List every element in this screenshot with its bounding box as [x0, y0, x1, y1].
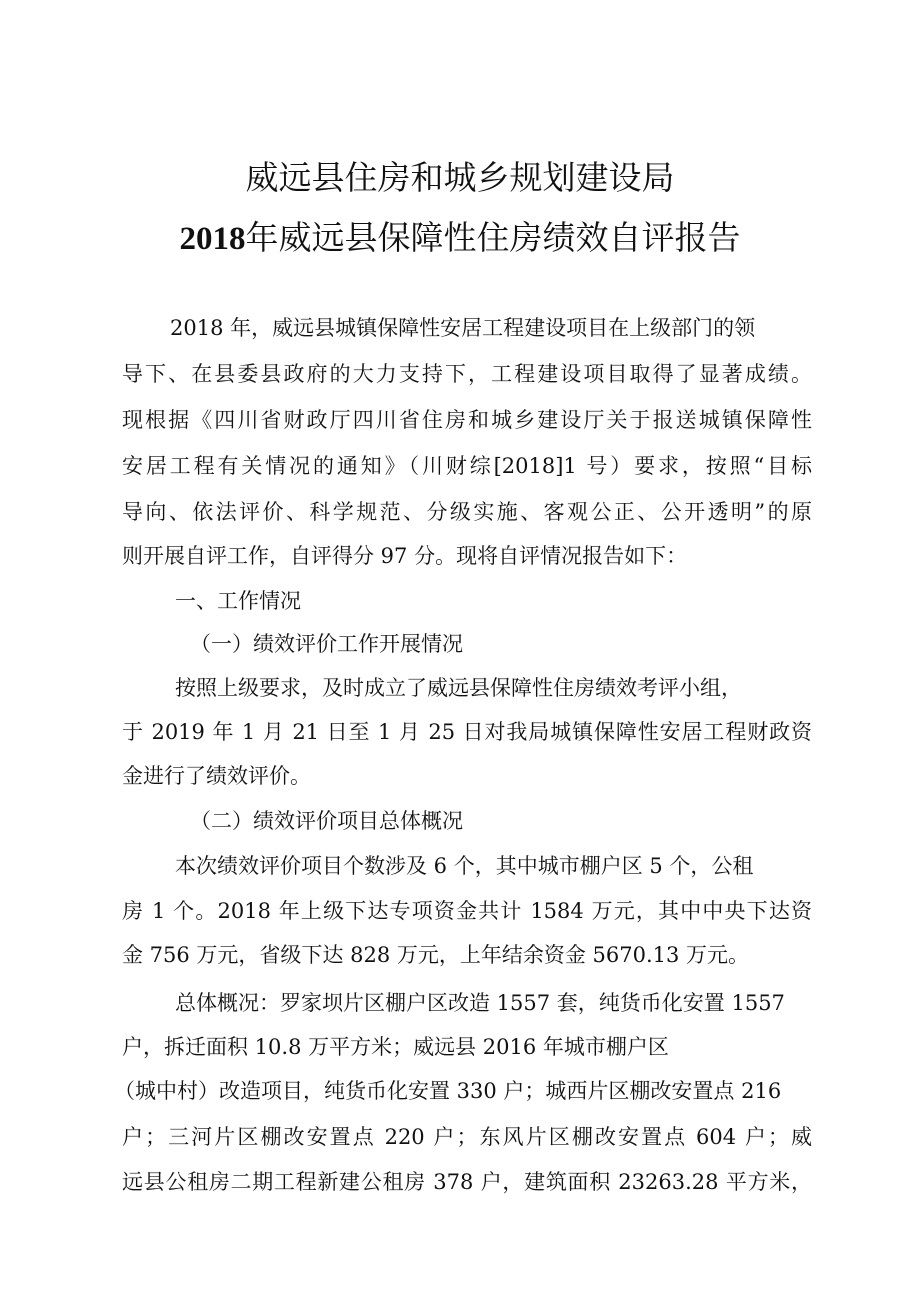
overview-line: 户；三河片区棚改安置点 220 户；东风片区棚改安置点 604 户；威: [122, 1125, 812, 1149]
intro-line: 则开展自评工作，自评得分 97 分。现将自评情况报告如下：: [122, 544, 688, 568]
overview-line: 总体概况：罗家坝片区棚户区改造 1557 套，纯货币化安置 1557: [175, 991, 785, 1015]
overview-line: （城中村）改造项目，纯货币化安置 330 户；城西片区棚改安置点 216: [114, 1079, 782, 1103]
intro-line: 安居工程有关情况的通知》（川财综[2018]1 号）要求，按照“目标: [122, 454, 812, 478]
overview-line: 户，拆迁面积 10.8 万平方米；威远县 2016 年城市棚户区: [122, 1035, 669, 1059]
subsection-heading: （一）绩效评价工作开展情况: [190, 632, 463, 656]
intro-line: 现根据《四川省财政厅四川省住房和城乡建设厅关于报送城镇保障性: [122, 408, 812, 432]
intro-line: 2018 年，威远县城镇保障性安居工程建设项目在上级部门的领: [170, 316, 756, 340]
overview-line: 远县公租房二期工程新建公租房 378 户，建筑面积 23263.28 平方米，: [122, 1170, 812, 1194]
sub2-line: 房 1 个。2018 年上级下达专项资金共计 1584 万元，其中中央下达资: [122, 899, 812, 923]
sub1-line: 按照上级要求，及时成立了威远县保障性住房绩效考评小组，: [175, 676, 742, 700]
sub1-line: 金进行了绩效评价。: [122, 764, 311, 788]
document-title-line-2: [0, 218, 920, 259]
sub2-line: 金 756 万元，省级下达 828 万元，上年结余资金 5670.13 万元。: [122, 943, 750, 967]
intro-line: 导下、在县委县政府的大力支持下，工程建设项目取得了显著成绩。: [122, 362, 812, 386]
sub1-line: 于 2019 年 1 月 21 日至 1 月 25 日对我局城镇保障性安居工程财政资: [122, 720, 812, 744]
subsection-heading: （二）绩效评价项目总体概况: [190, 809, 463, 833]
document-title-line-1: 威远县住房和城乡规划建设局: [245, 158, 675, 197]
title-rest: 年威远县保障性住房绩效自评报告: [245, 218, 741, 257]
section-heading: 一、工作情况: [175, 589, 301, 613]
sub2-line: 本次绩效评价项目个数涉及 6 个，其中城市棚户区 5 个，公租: [175, 854, 754, 878]
intro-line: 导向、依法评价、科学规范、分级实施、客观公正、公开透明”的原: [122, 500, 812, 524]
title-year: 2018: [179, 221, 246, 257]
